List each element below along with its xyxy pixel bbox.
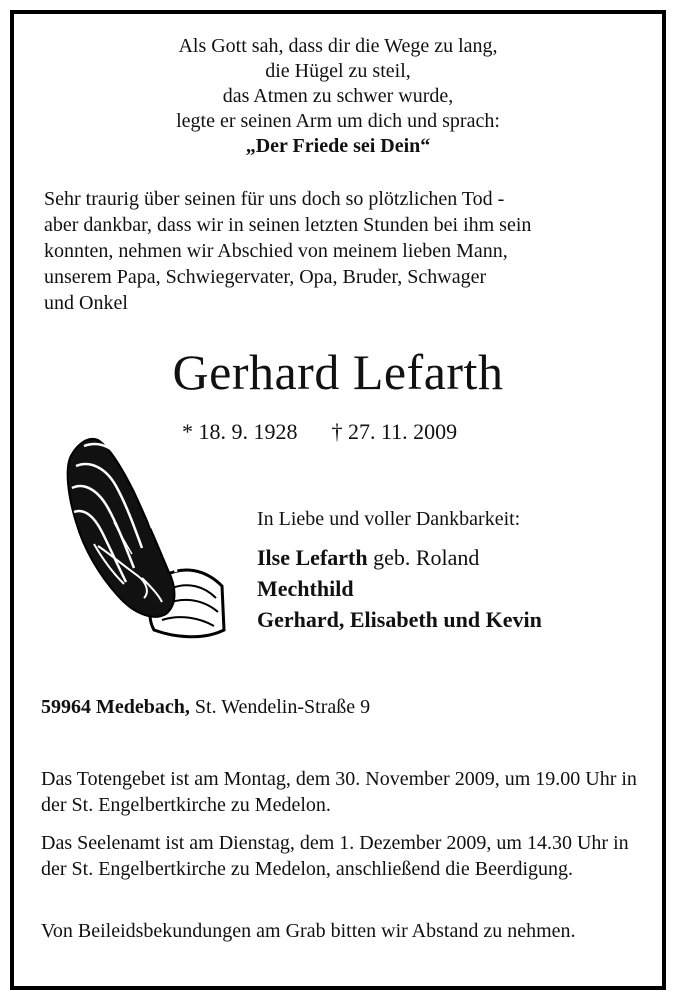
spouse-name: Ilse Lefarth	[257, 545, 368, 570]
family-member	[257, 604, 542, 635]
family-member	[257, 573, 542, 604]
notice-condolences: Von Beileidsbekundungen am Grab bitten wir Abstand zu nehmen.	[41, 920, 576, 942]
intro-text	[44, 186, 642, 316]
family-block	[257, 506, 542, 635]
intro-line: Sehr traurig über seinen für uns doch so plötzlichen Tod -	[44, 188, 505, 210]
birth-date: * 18. 9. 1928	[182, 419, 298, 444]
address	[41, 694, 370, 720]
spouse-maiden-name: geb. Roland	[373, 545, 480, 570]
intro-line: konnten, nehmen wir Abschied von meinem lieben Mann,	[44, 240, 508, 262]
family-member	[257, 542, 542, 573]
poem-line: die Hügel zu steil,	[265, 60, 411, 82]
poem-quote: „Der Friede sei Dein“	[245, 135, 431, 157]
deceased-name: Gerhard Lefarth	[172, 344, 504, 400]
member-name: Mechthild	[257, 576, 354, 601]
address-postal-city: 59964 Medebach,	[41, 696, 190, 718]
obituary-card	[10, 10, 666, 990]
death-date: † 27. 11. 2009	[331, 419, 458, 444]
poem-line: Als Gott sah, dass dir die Wege zu lang,	[178, 35, 498, 57]
intro-line: unserem Papa, Schwiegervater, Opa, Bruder, Schwager	[44, 266, 487, 288]
notice-prayer: Das Totengebet ist am Montag, dem 30. November 2009, um 19.00 Uhr in der St. Engelbertkirche zu Medelon.	[41, 768, 637, 816]
address-street: St. Wendelin-Straße 9	[194, 696, 371, 718]
poem-line: das Atmen zu schwer wurde,	[222, 85, 454, 107]
poem-line: legte er seinen Arm um dich und sprach:	[176, 110, 500, 132]
family-lead: In Liebe und voller Dankbarkeit:	[257, 508, 521, 530]
intro-line: und Onkel	[44, 292, 128, 314]
poem	[14, 34, 662, 159]
praying-hands-icon	[54, 426, 226, 642]
member-name: Gerhard, Elisabeth und Kevin	[257, 607, 542, 632]
notice-requiem: Das Seelenamt ist am Dienstag, dem 1. Dezember 2009, um 14.30 Uhr in der St. Engelbertkirche zu Medelon, anschließend die Beerdigung.	[41, 832, 629, 880]
intro-line: aber dankbar, dass wir in seinen letzten Stunden bei ihm sein	[44, 214, 532, 236]
